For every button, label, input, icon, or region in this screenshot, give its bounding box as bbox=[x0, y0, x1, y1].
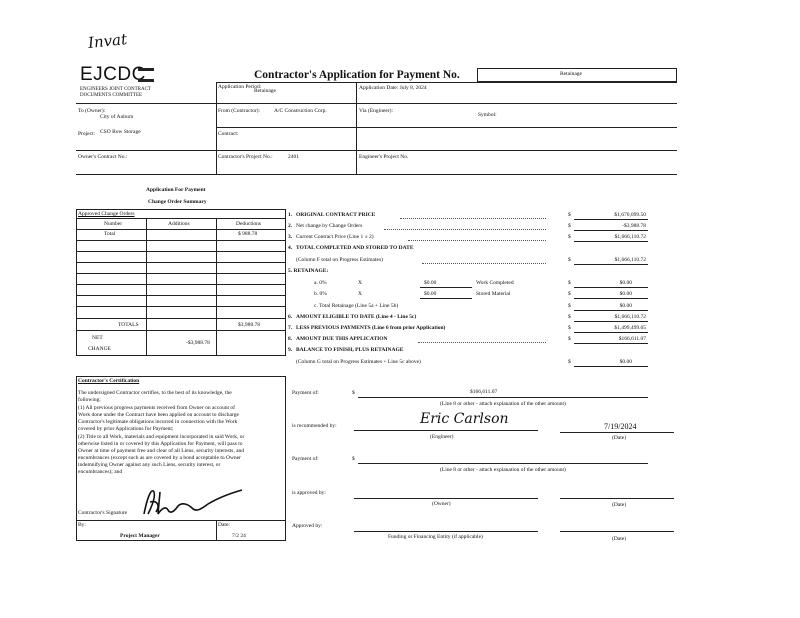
certification-line-9: Owner at time of payment free and clear of all Liens, security interests, and bbox=[78, 448, 245, 454]
co-row-number: Total bbox=[104, 231, 116, 237]
owners-contract-no-label: Owner's Contract No.: bbox=[78, 154, 128, 160]
certification-line-6: covered by prior Applications for Payment; bbox=[78, 426, 174, 432]
application-number: Retainage bbox=[560, 71, 582, 77]
retainage-a-amount: $0.00 bbox=[424, 280, 437, 286]
retainage-a-dollar: $ bbox=[568, 280, 571, 286]
certification-line-4: Work done under the Contract have been applied on account to discharge bbox=[78, 412, 239, 418]
contractor-signature bbox=[138, 484, 248, 520]
line-7-amount: $1,499,499.65 bbox=[614, 325, 646, 331]
co-row-deduction: $ 988.78 bbox=[238, 231, 258, 237]
funding-date-caption: (Date) bbox=[612, 536, 627, 542]
line-2-num: 2. bbox=[288, 223, 293, 229]
application-for-payment-heading: Application For Payment bbox=[146, 187, 206, 193]
line-1-label: ORIGINAL CONTRACT PRICE bbox=[296, 212, 376, 218]
line-2-amount: -$3,988.78 bbox=[622, 223, 646, 229]
symbol-label: Symbol: bbox=[478, 112, 497, 118]
approved-by-label-2: Approved by: bbox=[292, 523, 323, 529]
logo-subtitle-2: DOCUMENTS COMMITTEE bbox=[80, 93, 143, 98]
project-label: Project: bbox=[78, 131, 96, 137]
retainage-b-total: $0.00 bbox=[619, 291, 632, 297]
ejcdc-logo: EJCDC bbox=[80, 64, 146, 85]
retainage-a-label: a. 0% bbox=[314, 280, 327, 286]
owner-caption: (Owner) bbox=[432, 501, 451, 507]
retainage-label: 5. RETAINAGE: bbox=[288, 268, 329, 274]
line-4-num: 4. bbox=[288, 245, 293, 251]
line-9-num: 9. bbox=[288, 347, 293, 353]
totals-label: TOTALS bbox=[118, 322, 139, 328]
line-3-label: Current Contract Price (Line 1 ± 2) bbox=[296, 234, 374, 240]
line-7-num: 7. bbox=[288, 325, 293, 331]
approved-by-label: is approved by: bbox=[292, 490, 326, 496]
approved-change-orders-label: Approved Change Orders bbox=[78, 211, 135, 217]
line-7-dollar: $ bbox=[568, 325, 571, 331]
retainage-b-dollar: $ bbox=[568, 291, 571, 297]
line-2-dollar: $ bbox=[568, 223, 571, 229]
contract-label: Contract: bbox=[218, 131, 239, 137]
net-change-value: -$3,988.78 bbox=[186, 340, 210, 346]
retainage-c-dollar: $ bbox=[568, 303, 571, 309]
payment-dollar-sign: $ bbox=[352, 390, 355, 396]
line-6-num: 6. bbox=[288, 314, 293, 320]
payment-of-label-2: Payment of: bbox=[292, 456, 319, 462]
line-1-amount: $1,670,099.50 bbox=[614, 212, 646, 218]
page-title: Contractor's Application for Payment No. bbox=[254, 69, 460, 81]
contractors-project-no-label: Contractor's Project No.: bbox=[218, 154, 273, 160]
line-1-num: 1. bbox=[288, 212, 293, 218]
line-3-amount: $1,666,110.72 bbox=[614, 234, 646, 240]
line-4-sub-label: (Column F total on Progress Estimates) bbox=[296, 257, 383, 263]
to-owner-label: To (Owner): bbox=[78, 108, 106, 114]
logo-subtitle-1: ENGINEERS JOINT CONTRACT bbox=[80, 87, 152, 92]
retainage-b-amount: $0.00 bbox=[424, 291, 437, 297]
retainage-a-total: $0.00 bbox=[619, 280, 632, 286]
certification-line-1: The undersigned Contractor certifies, to the best of its knowledge, the bbox=[78, 390, 232, 396]
line-3-dollar: $ bbox=[568, 234, 571, 240]
owner-name: City of Auburn bbox=[100, 114, 134, 120]
application-period-value: Retainage bbox=[254, 88, 276, 94]
certification-line-11: indemnifying Owner against any such Liens, security interest, or bbox=[78, 462, 221, 468]
retainage-b-label: b. 0% bbox=[314, 291, 327, 297]
line-6-label: AMOUNT ELIGIBLE TO DATE (Line 4 - Line 5c) bbox=[296, 314, 417, 320]
line-2-label: Net change by Change Orders bbox=[296, 223, 363, 229]
retainage-b-x: X bbox=[358, 291, 362, 297]
line-9-dollar: $ bbox=[568, 359, 571, 365]
line-4-amount: $1,666,110.72 bbox=[614, 257, 646, 263]
line-7-label: LESS PREVIOUS PAYMENTS (Line 6 from prior Application) bbox=[296, 325, 446, 331]
certification-line-10: encumbrances (except such as are covered by a bond acceptable to Owner bbox=[78, 455, 241, 461]
certification-line-8: otherwise listed in or covered by this Application for Payment, will pass to bbox=[78, 441, 243, 447]
engineer-signature: Eric Carlson bbox=[420, 411, 509, 427]
certification-line-5: Contractor's legitimate obligations incurred in connection with the Work bbox=[78, 419, 238, 425]
payment-amount: $166,611.07 bbox=[470, 389, 498, 395]
retainage-c-total: $0.00 bbox=[619, 303, 632, 309]
payment-note: (Line 8 or other - attach explanation of the other amount) bbox=[440, 401, 566, 407]
engineers-project-no-label: Engineer's Project No. bbox=[359, 154, 409, 160]
line-8-dollar: $ bbox=[568, 336, 571, 342]
retainage-c-label: c. Total Retainage (Line 5a + Line 5b) bbox=[314, 303, 399, 309]
owner-date-caption: (Date) bbox=[612, 502, 627, 508]
certification-line-12: encumbrances); and bbox=[78, 469, 123, 475]
retainage-b-desc: Stored Material bbox=[476, 291, 511, 297]
col-number-header: Number bbox=[104, 221, 123, 227]
logo-mark-icon bbox=[138, 68, 154, 82]
line-8-label: AMOUNT DUE THIS APPLICATION bbox=[296, 336, 388, 342]
from-contractor-label: From (Contractor): bbox=[218, 108, 261, 114]
line-4-dollar: $ bbox=[568, 257, 571, 263]
payment-note-2: (Line 8 or other - attach explanation of the other amount) bbox=[440, 467, 566, 473]
line-8-num: 8. bbox=[288, 336, 293, 342]
application-date: Application Date: July 8, 2024 bbox=[359, 85, 427, 91]
line-8-amount: $166,611.07 bbox=[618, 336, 646, 342]
totals-deduction: $3,988.78 bbox=[238, 322, 260, 328]
line-4-label: TOTAL COMPLETED AND STORED TO DATE bbox=[296, 245, 414, 251]
payment-of-label: Payment of: bbox=[292, 390, 319, 396]
line-1-dollar: $ bbox=[568, 212, 571, 218]
retainage-a-x: X bbox=[358, 280, 362, 286]
certification-heading: Contractor's Certification bbox=[78, 378, 140, 384]
certification-date: 7/2 24 bbox=[232, 533, 246, 539]
engineer-date: 7/19/2024 bbox=[604, 422, 637, 431]
handwritten-mark: Invat bbox=[87, 30, 128, 52]
certification-line-7: (2) Title to all Work, materials and equipment incorporated in said Work, or bbox=[78, 434, 245, 440]
recommended-by-label: is recommended by: bbox=[292, 423, 337, 429]
payment-dollar-sign-2: $ bbox=[352, 456, 355, 462]
contractor-signature-label: Contractor's Signature bbox=[78, 510, 128, 516]
funding-entity-caption: Funding or Financing Entity (if applicable) bbox=[388, 534, 483, 540]
project-name: CSO Row Storage bbox=[100, 129, 141, 135]
signer-title: Project Manager bbox=[120, 533, 160, 539]
line-9-sub-label: (Column G total on Progress Estimates + Line 5c above) bbox=[296, 359, 421, 365]
line-3-num: 3. bbox=[288, 234, 293, 240]
net-label: NET bbox=[92, 335, 103, 341]
certification-line-2: following: bbox=[78, 397, 101, 403]
line-6-amount: $1,666,110.72 bbox=[614, 314, 646, 320]
certification-date-label: Date: bbox=[218, 522, 230, 528]
engineer-caption: (Engineer) bbox=[430, 434, 454, 440]
change-order-summary-heading: Change Order Summary bbox=[148, 199, 207, 205]
certification-line-3: (1) All previous progress payments received from Owner on account of bbox=[78, 405, 236, 411]
retainage-a-desc: Work Completed bbox=[476, 280, 514, 286]
application-period-label: Application Period: bbox=[218, 84, 262, 90]
line-6-dollar: $ bbox=[568, 314, 571, 320]
via-engineer-label: Via (Engineer): bbox=[359, 108, 394, 114]
col-additions-header: Additions bbox=[168, 221, 190, 227]
contractor-name: A/C Construction Corp. bbox=[274, 108, 327, 114]
engineer-date-caption: (Date) bbox=[612, 435, 627, 441]
line-9-amount: $0.00 bbox=[619, 359, 632, 365]
contractors-project-no: 2401 bbox=[288, 154, 299, 160]
col-deductions-header: Deductions bbox=[236, 221, 262, 227]
by-label: By: bbox=[78, 522, 86, 528]
line-9-label: BALANCE TO FINISH, PLUS RETAINAGE bbox=[296, 347, 404, 353]
net-change-label: CHANGE bbox=[88, 346, 111, 352]
